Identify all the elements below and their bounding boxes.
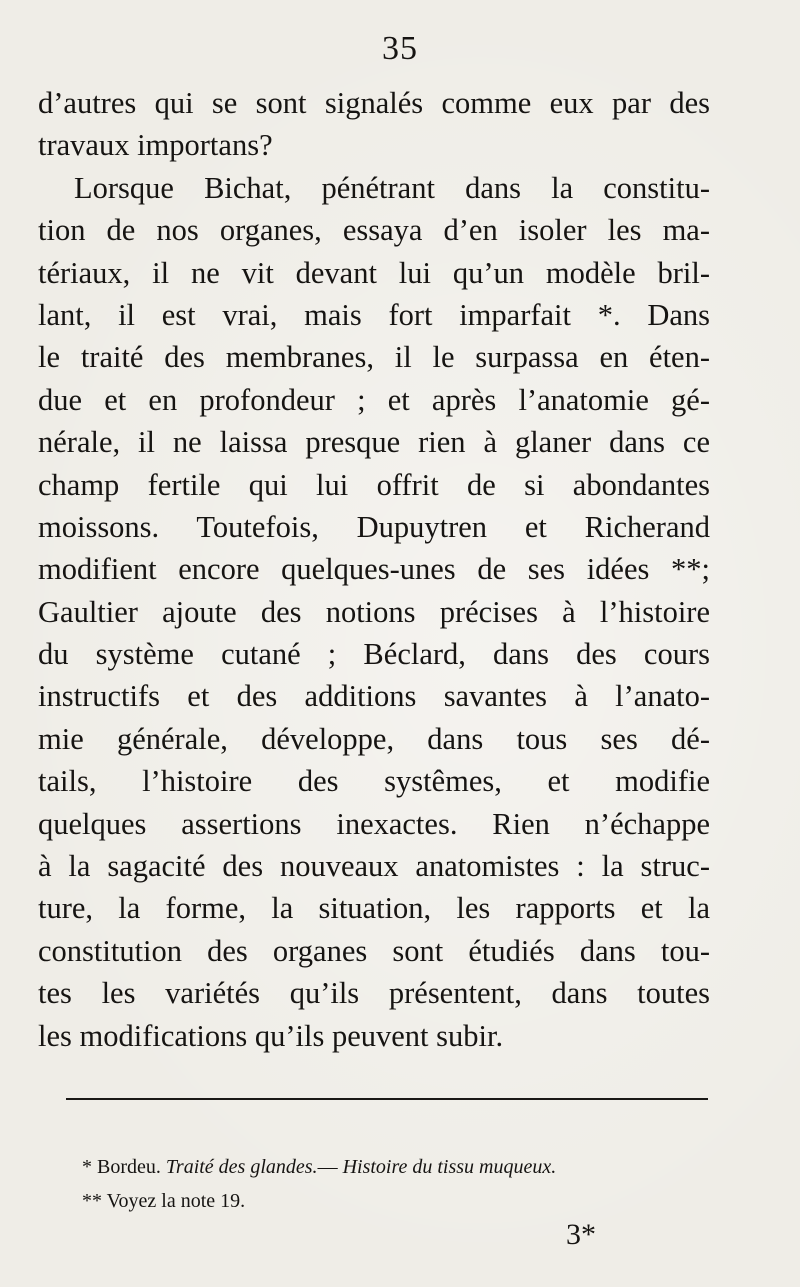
text-line: quelques assertions inexactes. Rien n’échappe (38, 806, 710, 841)
text-line: tes les variétés qu’ils présentent, dans toutes (38, 976, 710, 1011)
text-line: tion de nos organes, essaya d’en isoler les ma- (38, 213, 710, 248)
text-line: à la sagacité des nouveaux anatomistes : la struc- (38, 849, 710, 884)
footnote-author: Bordeu. (97, 1156, 161, 1178)
text-line: modifient encore quelques-unes de ses idées **; (38, 552, 710, 587)
text-line: Lorsque Bichat, pénétrant dans la constitu- (74, 170, 710, 205)
text-line: instructifs et des additions savantes à l’anato- (38, 679, 710, 714)
footnote-marker: * (82, 1156, 92, 1178)
text-line: d’autres qui se sont signalés comme eux par des (38, 86, 710, 120)
footnote-text: Voyez la note 19. (106, 1190, 246, 1212)
signature-mark: 3* (566, 1218, 596, 1251)
text-line: ture, la forme, la situation, les rapports et la (38, 891, 710, 926)
footnote-title: Traité des glandes. (165, 1156, 318, 1178)
text-line: Gaultier ajoute des notions précises à l’histoire (38, 594, 710, 629)
text-line: moissons. Toutefois, Dupuytren et Richerand (38, 509, 710, 544)
text-line: les modifications qu’ils peuvent subir. (38, 1018, 504, 1053)
footnote-marker: ** (82, 1190, 102, 1212)
footnote-divider (66, 1098, 708, 1100)
text-line: du système cutané ; Béclard, dans des cours (38, 637, 710, 672)
footnote-1 (82, 1150, 702, 1184)
text-line: nérale, il ne laissa presque rien à glaner dans ce (38, 425, 710, 460)
text-line: due et en profondeur ; et après l’anatomie gé- (38, 382, 710, 417)
text-line: travaux importans? (38, 128, 273, 163)
footnotes (82, 1150, 702, 1218)
page-number: 35 (382, 30, 418, 67)
footnote-separator: — (317, 1156, 338, 1178)
body-paragraph (38, 82, 710, 1057)
text-line: lant, il est vrai, mais fort imparfait *. Dans (38, 297, 710, 332)
footnote-2 (82, 1184, 702, 1218)
footnote-title: Histoire du tissu muqueux. (342, 1156, 557, 1178)
text-line: constitution des organes sont étudiés dans tou- (38, 933, 710, 968)
text-line: mie générale, développe, dans tous ses dé- (38, 721, 710, 756)
text-line: champ fertile qui lui offrit de si abondantes (38, 467, 710, 502)
text-line: le traité des membranes, il le surpassa en éten- (38, 340, 710, 375)
text-line: tériaux, il ne vit devant lui qu’un modèle bril- (38, 255, 710, 290)
text-line: tails, l’histoire des systêmes, et modifie (38, 764, 710, 799)
